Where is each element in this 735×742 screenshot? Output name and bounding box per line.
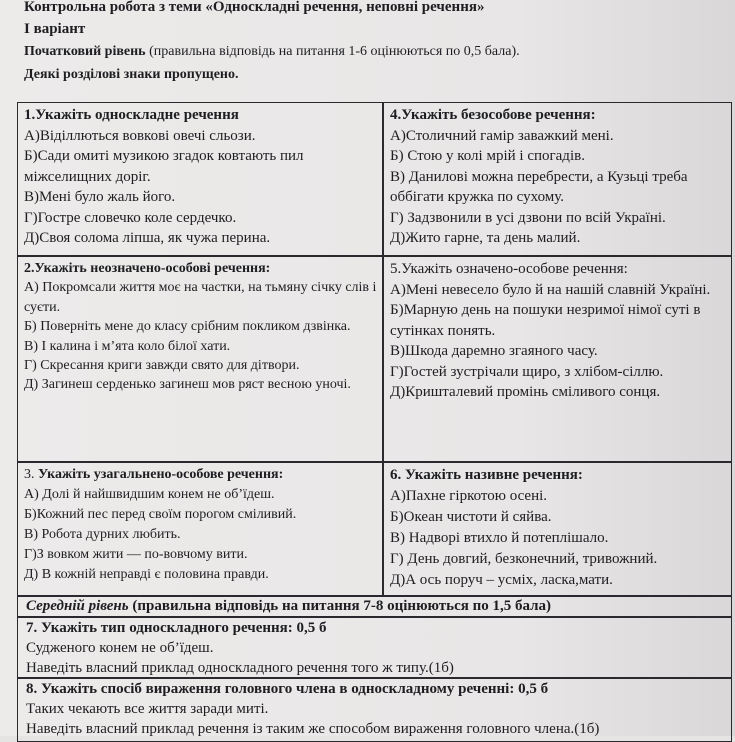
option: Б) Поверніть мене до класу срібним покликом дзвінка. [24,319,351,335]
question-2-title: 2.Укажіть неозначено-особові речення: [24,261,271,276]
question-7-title: 7. Укажіть тип односкладного речення [26,620,288,636]
question-1-cell [18,103,382,255]
punctuation-note: Деякі розділові знаки пропущено. [24,67,239,82]
option: Д) В кожній неправді є половина правди. [24,567,269,582]
question-7-sentence: Судженого конем не об’їдеш. [26,640,214,656]
option: Б)Океан чистоти й сяйва. [390,509,552,525]
option: Г)З вовком жити — по-вовчому вити. [24,547,248,562]
option: Д) Загинеш серденько загинеш мов ряст весною уночі. [24,377,351,393]
question-3-number: 3. [24,467,38,482]
middle-level-description: (правильна відповідь на питання 7-8 оцінюються по 1,5 бала) [128,598,552,614]
option: А)Столичний гамір заважкий мені. [390,127,614,144]
question-7-task: Наведіть власний приклад односкладного речення того ж типу.(1б) [26,660,454,676]
option: Г)Гостре словечко коле сердечко. [24,209,237,226]
question-8-title: 8. Укажіть спосіб вираження головного члена в односкладному реченні [26,681,510,697]
question-6-title: 6. Укажіть називне речення: [390,467,583,483]
question-6-cell [384,463,733,595]
option: Г) Скресання криги завжди свято для дітвори. [24,358,300,374]
header [24,0,724,86]
option: В) І калина і м’ята коло білої хати. [24,338,231,354]
question-3-title-line [24,465,382,485]
level-name: Початковий рівень [24,44,146,59]
option: А)Віділлються вовкові овечі сльози. [24,127,256,144]
option: Д)Жито гарне, та день малий. [390,230,581,246]
question-5-cell [384,257,733,461]
middle-level-row [18,596,731,616]
questions-table [17,102,732,742]
level-line [24,40,724,64]
question-3-cell [18,463,382,595]
question-7-score: : 0,5 б [287,620,327,636]
option: Б)Марную день на пошуки незримої німої суті в сутінках понять. [390,302,701,339]
option: Б) Стою у колі мрій і спогадів. [390,148,585,164]
option: А)Пахне гіркотою осені. [390,488,548,504]
option: Г)Гостей зустрічали щиро, з хлібом-сіллю. [390,363,664,380]
option: А)Мені невесело було й на нашій славній Україні. [390,281,711,298]
question-7-cell [18,618,731,678]
option: Г) Задзвонили в усі дзвони по всій Україні. [390,209,666,226]
question-3-title: Укажіть узагальнено-особове речення: [38,467,284,482]
option: В)Мені було жаль його. [24,189,176,205]
option: А) Долі й найшвидшим конем не об’їдеш. [24,487,275,502]
option: В) Робота дурних любить. [24,527,181,542]
question-4-title: 4.Укажіть безособове речення: [390,107,596,123]
option: Д)Своя солома ліпша, як чужа перина. [24,230,271,246]
question-8-sentence: Таких чекають все життя заради миті. [26,701,269,717]
question-8-task: Наведіть власний приклад речення із таким же способом вираження головного члена.(1б) [26,721,600,737]
option: Д)Кришталевий промінь сміливого сонця. [390,384,661,400]
option: А) Покромсали життя моє на частки, на тьмяну січку слів і суєти. [24,280,377,315]
question-8-cell [18,679,731,741]
option: В) Надворі втихло й потеплішало. [390,530,609,546]
question-2-cell [18,257,382,461]
option: Б)Кожний пес перед своїм порогом сміливий. [24,507,297,522]
option: В) Данилові можна перебрести, а Кузьці треба оббігати кружка по сухому. [390,168,688,205]
variant-label: I варіант [24,21,86,37]
page-title: Контрольна робота з теми «Односкладні речення, неповні речення» [24,0,485,15]
level-description: (правильна відповідь на питання 1-6 оцінюються по 0,5 бала). [145,44,520,59]
question-8-score: : 0,5 б [509,681,549,697]
option: Д)А ось поруч – усміх, ласка,мати. [390,572,613,588]
question-1-title: 1.Укажіть односкладне речення [24,107,239,123]
question-4-cell [384,103,733,255]
option: Б)Сади омиті музикою згадок ковтають пил міжселищних доріг. [24,148,304,185]
question-5-title: 5.Укажіть означено-особове речення: [390,261,628,277]
option: В)Шкода даремно згаяного часу. [390,343,598,359]
option: Г) День довгий, безконечний, тривожний. [390,551,658,567]
middle-level-name: Середній рівень [26,598,129,614]
